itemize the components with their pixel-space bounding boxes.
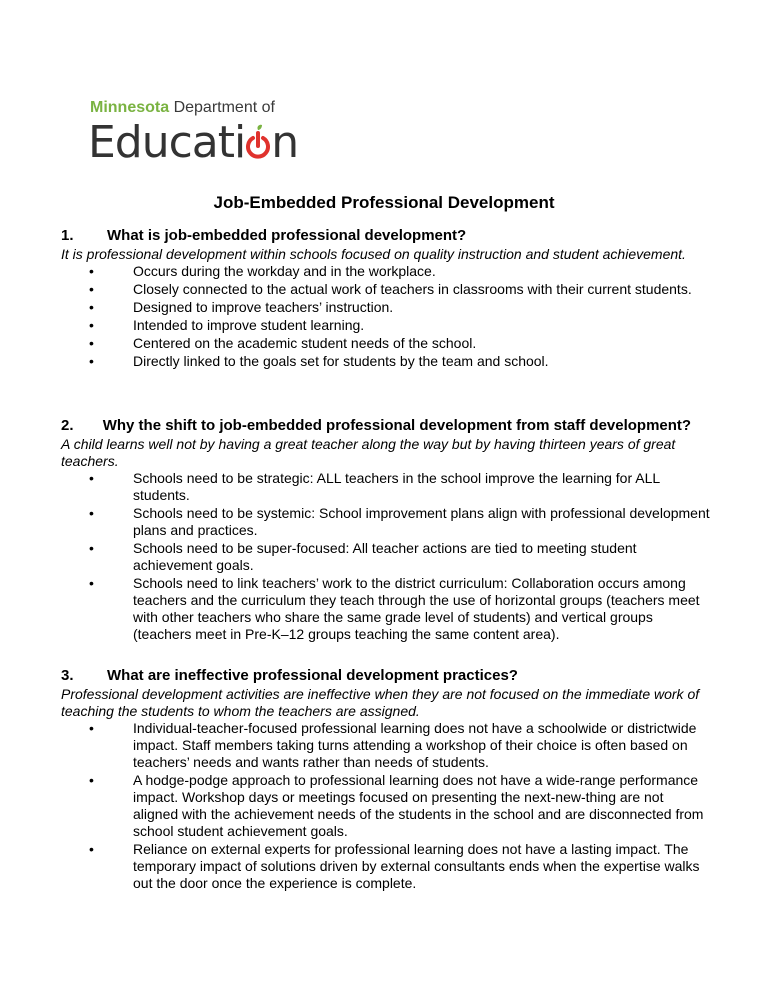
document-title: Job-Embedded Professional Development: [213, 193, 555, 212]
bullet-icon: •: [89, 281, 94, 297]
section-1: [61, 227, 711, 371]
section-heading: [61, 416, 711, 435]
section-number: 2.: [61, 417, 74, 434]
section-intro: Professional development activities are ineffective when they are not focused on the immediate work of teaching the students to whom the teachers are assigned.: [61, 686, 700, 719]
bullet-icon: •: [89, 772, 94, 788]
list-item-text: Schools need to link teachers’ work to the district curriculum: Collaboration occurs among teachers and the curriculum they teach through the use of horizontal groups (teachers meet with other teachers who share the same grade level of students) and vertical groups (teachers meet in Pre-K–12 groups teaching the same content area).: [133, 575, 700, 642]
bullet-icon: •: [89, 470, 94, 486]
list-item: [61, 575, 711, 643]
bullet-list: [61, 263, 711, 370]
section-intro: It is professional development within schools focused on quality instruction and student achievement.: [61, 246, 686, 262]
list-item: [61, 720, 711, 771]
list-item-text: Designed to improve teachers’ instruction.: [133, 299, 394, 315]
logo-wordmark: [88, 118, 298, 168]
list-item-text: Closely connected to the actual work of teachers in classrooms with their current students.: [133, 281, 692, 297]
list-item-text: Schools need to be strategic: ALL teachers in the school improve the learning for ALL students.: [133, 470, 660, 503]
list-item-text: Individual-teacher-focused professional learning does not have a schoolwide or districtwide impact. Staff members taking turns attending a workshop of their choice is often based on teachers’ needs and wants rather than needs of students.: [133, 720, 697, 770]
list-item-text: Reliance on external experts for professional learning does not have a lasting impact. The temporary impact of solutions driven by external consultants ends when the expertise walks out the door once the experience is complete.: [133, 841, 700, 891]
list-item: [61, 353, 711, 370]
section-question: What is job-embedded professional development?: [107, 227, 467, 244]
bullet-list: [61, 720, 711, 892]
list-item: [61, 317, 711, 334]
section-question: Why the shift to job-embedded professional development from staff development?: [102, 417, 692, 434]
list-item: [61, 772, 711, 840]
list-item-text: Occurs during the workday and in the workplace.: [133, 263, 436, 279]
section-question: What are ineffective professional development practices?: [107, 667, 518, 684]
section-2: [61, 416, 711, 644]
section-heading: [61, 667, 711, 685]
logo-department: Department of: [169, 99, 275, 116]
section-number: 1.: [61, 227, 74, 244]
bullet-icon: •: [89, 575, 94, 591]
bullet-icon: •: [89, 505, 94, 521]
section-intro: A child learns well not by having a great teacher along the way but by having thirteen years of great teachers.: [61, 436, 676, 469]
list-item: [61, 470, 711, 504]
bullet-icon: •: [89, 335, 94, 351]
section-3: [61, 667, 711, 893]
logo-wordmark-suffix: n: [271, 117, 299, 168]
mde-logo: [88, 98, 299, 168]
apple-power-icon: [245, 118, 271, 168]
list-item: [61, 841, 711, 892]
section-heading: [61, 227, 711, 245]
bullet-icon: •: [89, 720, 94, 736]
list-item: [61, 281, 711, 298]
bullet-list: [61, 470, 711, 643]
bullet-icon: •: [89, 299, 94, 315]
list-item-text: Directly linked to the goals set for students by the team and school.: [133, 353, 549, 369]
bullet-icon: •: [89, 353, 94, 369]
section-number: 3.: [61, 667, 74, 684]
list-item-text: Schools need to be super-focused: All teacher actions are tied to meeting student achievement goals.: [133, 540, 637, 573]
logo-tagline: [90, 98, 275, 118]
list-item: [61, 335, 711, 352]
list-item: [61, 540, 711, 574]
list-item-text: Intended to improve student learning.: [133, 317, 365, 333]
bullet-icon: •: [89, 540, 94, 556]
bullet-icon: •: [89, 841, 94, 857]
logo-state-name: Minnesota: [90, 99, 170, 116]
logo-wordmark-prefix: Educati: [88, 117, 246, 168]
list-item: [61, 299, 711, 316]
bullet-icon: •: [89, 317, 94, 333]
bullet-icon: •: [89, 263, 94, 279]
list-item-text: Centered on the academic student needs of the school.: [133, 335, 477, 351]
list-item-text: Schools need to be systemic: School improvement plans align with professional development plans and practices.: [133, 505, 710, 538]
list-item: [61, 505, 711, 539]
list-item: [61, 263, 711, 280]
list-item-text: A hodge-podge approach to professional learning does not have a wide-range performance impact. Workshop days or meetings focused on presenting the next-new-thing are not aligned with the achievement needs of the students in the school and are disconnected from school student achievement goals.: [133, 772, 704, 839]
